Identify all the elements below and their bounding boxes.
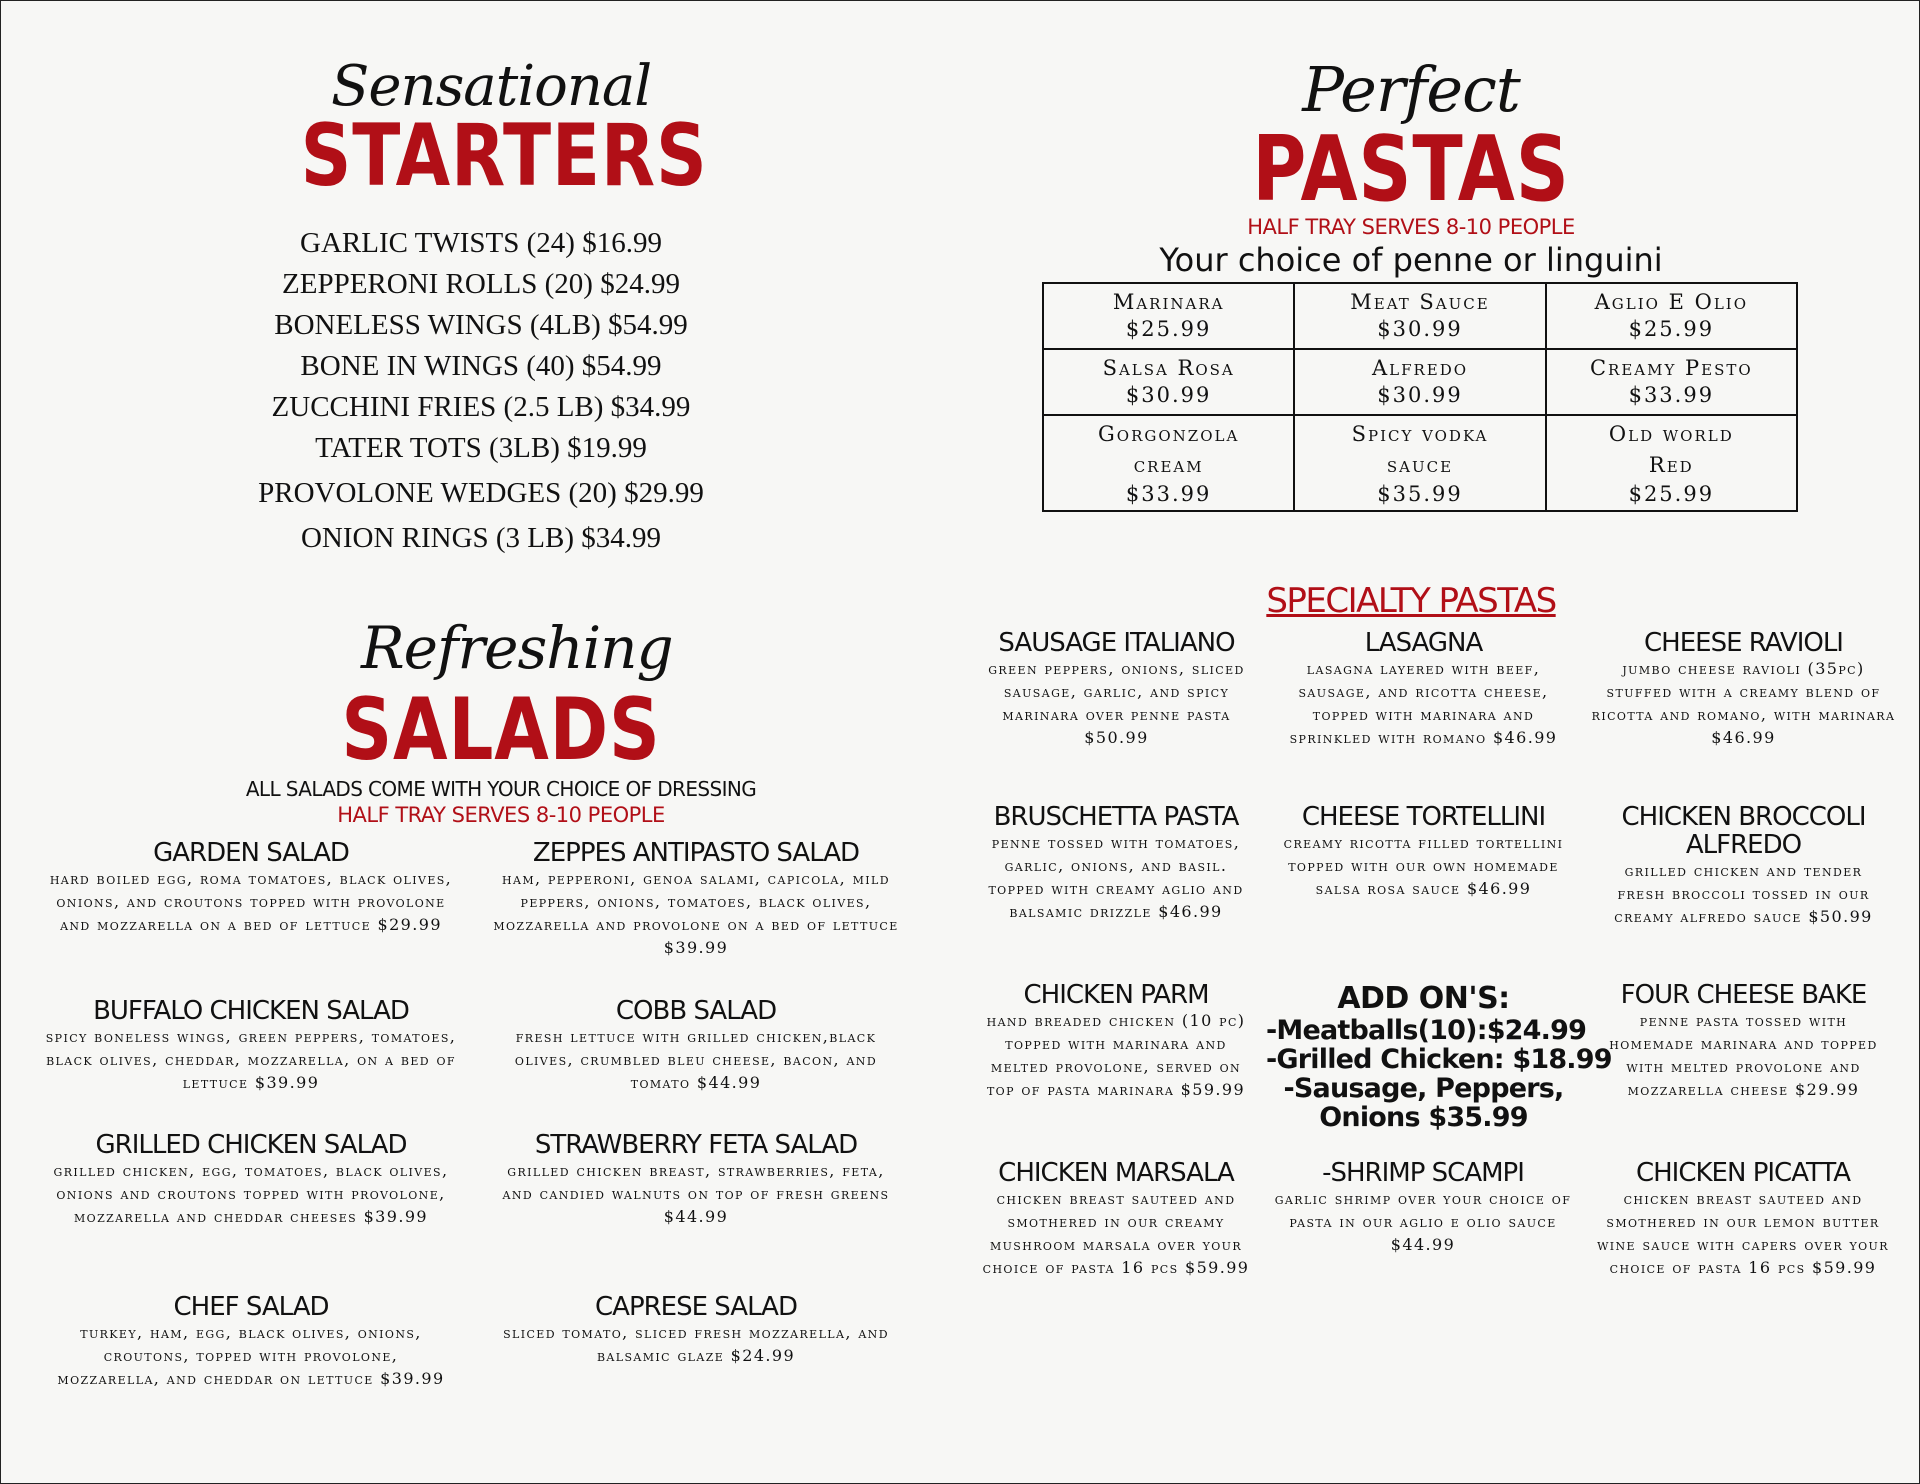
starter-item: BONELESS WINGS (4LB) $54.99 bbox=[274, 309, 688, 341]
starters-script-heading: Sensational bbox=[331, 54, 652, 119]
addons-title: ADD ON'S: bbox=[1337, 981, 1510, 1016]
pasta-price-grid bbox=[1042, 282, 1798, 512]
salads-title: SALADS bbox=[341, 680, 661, 780]
starter-item: ONION RINGS (3 LB) $34.99 bbox=[300, 522, 662, 554]
pasta-name: Alfredo bbox=[1371, 356, 1469, 380]
salad-name: CAPRESE SALAD bbox=[595, 1292, 797, 1322]
specialty-item bbox=[981, 803, 1251, 923]
specialty-pastas-title: SPECIALTY PASTAS bbox=[1266, 581, 1556, 621]
specialty-description: garlic shrimp over your choice of pasta in our aglio e olio sauce $44.99 bbox=[1274, 1189, 1572, 1254]
addons-block bbox=[1266, 981, 1612, 1133]
pasta-price: $30.99 bbox=[1377, 383, 1463, 407]
specialty-description: penne tossed with tomatoes, garlic, onions, and basil. topped with creamy aglio and balsamic drizzle $46.99 bbox=[988, 833, 1244, 921]
salad-name: GRILLED CHICKEN SALAD bbox=[95, 1130, 407, 1160]
salad-item bbox=[471, 839, 921, 959]
pastas-title: PASTAS bbox=[1252, 117, 1570, 222]
salad-item bbox=[41, 997, 461, 1094]
salads-dressing-note: ALL SALADS COME WITH YOUR CHOICE OF DRESSING bbox=[245, 777, 757, 801]
pasta-name: Spicy vodka sauce bbox=[1351, 421, 1489, 477]
specialty-item bbox=[979, 629, 1254, 749]
specialty-name: -SHRIMP SCAMPI bbox=[1322, 1158, 1524, 1188]
pasta-cell bbox=[1546, 349, 1797, 415]
salad-item bbox=[491, 1293, 901, 1367]
salad-name: STRAWBERRY FETA SALAD bbox=[534, 1130, 858, 1160]
pasta-price: $25.99 bbox=[1628, 317, 1715, 341]
pasta-name: Marinara bbox=[1112, 290, 1225, 314]
salad-description: grilled chicken, egg, tomatoes, black olives, onions and croutons topped with provolone, mozzarella and cheddar cheeses $39.99 bbox=[53, 1161, 449, 1226]
starters-list bbox=[181, 223, 781, 559]
specialty-description: chicken breast sauteed and smothered in our lemon butter wine sauce with capers over your choice of pasta 16 pcs $59.99 bbox=[1597, 1189, 1889, 1277]
pasta-price: $30.99 bbox=[1377, 317, 1463, 341]
specialty-name: CHICKEN PARM bbox=[1023, 980, 1209, 1010]
specialty-name: BRUSCHETTA PASTA bbox=[993, 802, 1239, 832]
specialty-item bbox=[1281, 629, 1566, 749]
pasta-cell bbox=[1043, 415, 1294, 511]
starter-item: GARLIC TWISTS (24) $16.99 bbox=[300, 227, 662, 259]
pastas-script-heading: Perfect bbox=[1302, 53, 1520, 126]
salad-item bbox=[41, 839, 461, 936]
pasta-name: Salsa Rosa bbox=[1102, 356, 1235, 380]
salad-description: fresh lettuce with grilled chicken,black olives, crumbled bleu cheese, bacon, and tomato $44.99 bbox=[514, 1027, 878, 1092]
specialty-name: CHEESE RAVIOLI bbox=[1644, 628, 1843, 658]
salad-description: grilled chicken breast, strawberries, feta, and candied walnuts on top of fresh greens $44.99 bbox=[502, 1161, 890, 1226]
salad-description: ham, pepperoni, genoa salami, capicola, mild peppers, onions, tomatoes, black olives, mozzarella and provolone on a bed of lettuce $39.99 bbox=[493, 869, 899, 957]
specialty-name: CHICKEN PICATTA bbox=[1635, 1158, 1851, 1188]
specialty-description: penne pasta tossed with homemade marinara and topped with melted provolone and mozzarella cheese $29.99 bbox=[1609, 1011, 1878, 1099]
specialty-description: hand breaded chicken (10 pc) topped with marinara and melted provolone, served on top of pasta marinara $59.99 bbox=[986, 1011, 1246, 1099]
specialty-name: CHICKEN MARSALA bbox=[998, 1158, 1234, 1188]
addon-line: Onions $35.99 bbox=[1319, 1102, 1528, 1133]
pasta-price: $35.99 bbox=[1377, 481, 1463, 506]
specialty-item bbox=[1591, 629, 1896, 749]
pasta-cell bbox=[1546, 415, 1797, 511]
pasta-name: Creamy Pesto bbox=[1589, 356, 1753, 380]
specialty-item bbox=[1281, 803, 1566, 900]
specialty-item bbox=[976, 981, 1256, 1101]
addon-line: -Sausage, Peppers, bbox=[1283, 1073, 1564, 1104]
specialty-item bbox=[1593, 1159, 1893, 1279]
specialty-name: FOUR CHEESE BAKE bbox=[1620, 980, 1867, 1010]
starter-item: ZUCCHINI FRIES (2.5 LB) $34.99 bbox=[271, 391, 691, 423]
specialty-description: green peppers, onions, sliced sausage, garlic, and spicy marinara over penne pasta $50.99 bbox=[988, 659, 1245, 747]
addon-line: -Grilled Chicken: $18.99 bbox=[1266, 1044, 1612, 1075]
pasta-price: $33.99 bbox=[1125, 481, 1212, 506]
starter-item: PROVOLONE WEDGES (20) $29.99 bbox=[258, 477, 704, 509]
pastas-half-tray-note: HALF TRAY SERVES 8-10 PEOPLE bbox=[1247, 215, 1575, 239]
pasta-price: $25.99 bbox=[1628, 481, 1715, 506]
pasta-name: Gorgonzola cream bbox=[1098, 421, 1240, 477]
specialty-item bbox=[981, 1159, 1251, 1279]
specialty-description: chicken breast sauteed and smothered in our creamy mushroom marsala over your choice of pasta 16 pcs $59.99 bbox=[982, 1189, 1250, 1277]
salad-item bbox=[51, 1293, 451, 1390]
starter-item: TATER TOTS (3LB) $19.99 bbox=[315, 432, 647, 464]
pasta-price: $33.99 bbox=[1628, 383, 1715, 407]
salad-name: CHEF SALAD bbox=[173, 1292, 329, 1322]
starter-item: BONE IN WINGS (40) $54.99 bbox=[300, 350, 662, 382]
salad-description: spicy boneless wings, green peppers, tomatoes, black olives, cheddar, mozzarella, on a bed of lettuce $39.99 bbox=[45, 1027, 457, 1092]
starters-title: STARTERS bbox=[300, 106, 708, 206]
specialty-description: grilled chicken and tender fresh broccoli tossed in our creamy alfredo sauce $50.99 bbox=[1614, 861, 1873, 926]
salad-name: GARDEN SALAD bbox=[153, 838, 349, 868]
salad-description: sliced tomato, sliced fresh mozzarella, and balsamic glaze $24.99 bbox=[503, 1323, 889, 1365]
pasta-cell bbox=[1294, 283, 1545, 349]
pasta-cell bbox=[1043, 349, 1294, 415]
specialty-description: jumbo cheese ravioli (35pc) stuffed with a creamy blend of ricotta and romano, with marinara $46.99 bbox=[1591, 659, 1896, 747]
salads-script-heading: Refreshing bbox=[361, 614, 673, 682]
addon-line: -Meatballs(10):$24.99 bbox=[1266, 1015, 1587, 1046]
salads-half-tray-note: HALF TRAY SERVES 8-10 PEOPLE bbox=[337, 803, 665, 827]
specialty-name: CHEESE TORTELLINI bbox=[1301, 802, 1546, 832]
pasta-name: Meat Sauce bbox=[1350, 290, 1490, 314]
salad-description: hard boiled egg, roma tomatoes, black olives, onions, and croutons topped with provolone and mozzarella on a bed of lettuce $29.99 bbox=[49, 869, 453, 934]
starter-item: ZEPPERONI ROLLS (20) $24.99 bbox=[282, 268, 680, 300]
specialty-description: creamy ricotta filled tortellini topped with our own homemade salsa rosa sauce $46.99 bbox=[1283, 833, 1564, 898]
specialty-name: CHICKEN BROCCOLI ALFREDO bbox=[1621, 802, 1866, 860]
pasta-name: Aglio E Olio bbox=[1594, 290, 1749, 314]
salad-item bbox=[41, 1131, 461, 1228]
pastas-choice-note: Your choice of penne or linguini bbox=[1159, 241, 1663, 279]
pasta-cell bbox=[1294, 415, 1545, 511]
pasta-cell bbox=[1546, 283, 1797, 349]
salad-name: COBB SALAD bbox=[615, 996, 777, 1026]
specialty-name: SAUSAGE ITALIANO bbox=[998, 628, 1235, 658]
pasta-cell bbox=[1043, 283, 1294, 349]
specialty-description: lasagna layered with beef, sausage, and ricotta cheese, topped with marinara and sprinkled with romano $46.99 bbox=[1289, 659, 1558, 747]
pasta-price: $25.99 bbox=[1125, 317, 1212, 341]
pasta-cell bbox=[1294, 349, 1545, 415]
specialty-item bbox=[1601, 803, 1886, 928]
specialty-item bbox=[1596, 981, 1891, 1101]
salad-item bbox=[491, 1131, 901, 1228]
pasta-price: $30.99 bbox=[1125, 383, 1212, 407]
salad-description: turkey, ham, egg, black olives, onions, croutons, topped with provolone, mozzarella, and cheddar on lettuce $39.99 bbox=[57, 1323, 445, 1388]
salad-name: ZEPPES ANTIPASTO SALAD bbox=[532, 838, 860, 868]
salad-name: BUFFALO CHICKEN SALAD bbox=[93, 996, 409, 1026]
specialty-name: LASAGNA bbox=[1364, 628, 1483, 658]
pasta-name: Old world Red bbox=[1608, 421, 1734, 477]
specialty-item bbox=[1273, 1159, 1573, 1256]
salad-item bbox=[491, 997, 901, 1094]
